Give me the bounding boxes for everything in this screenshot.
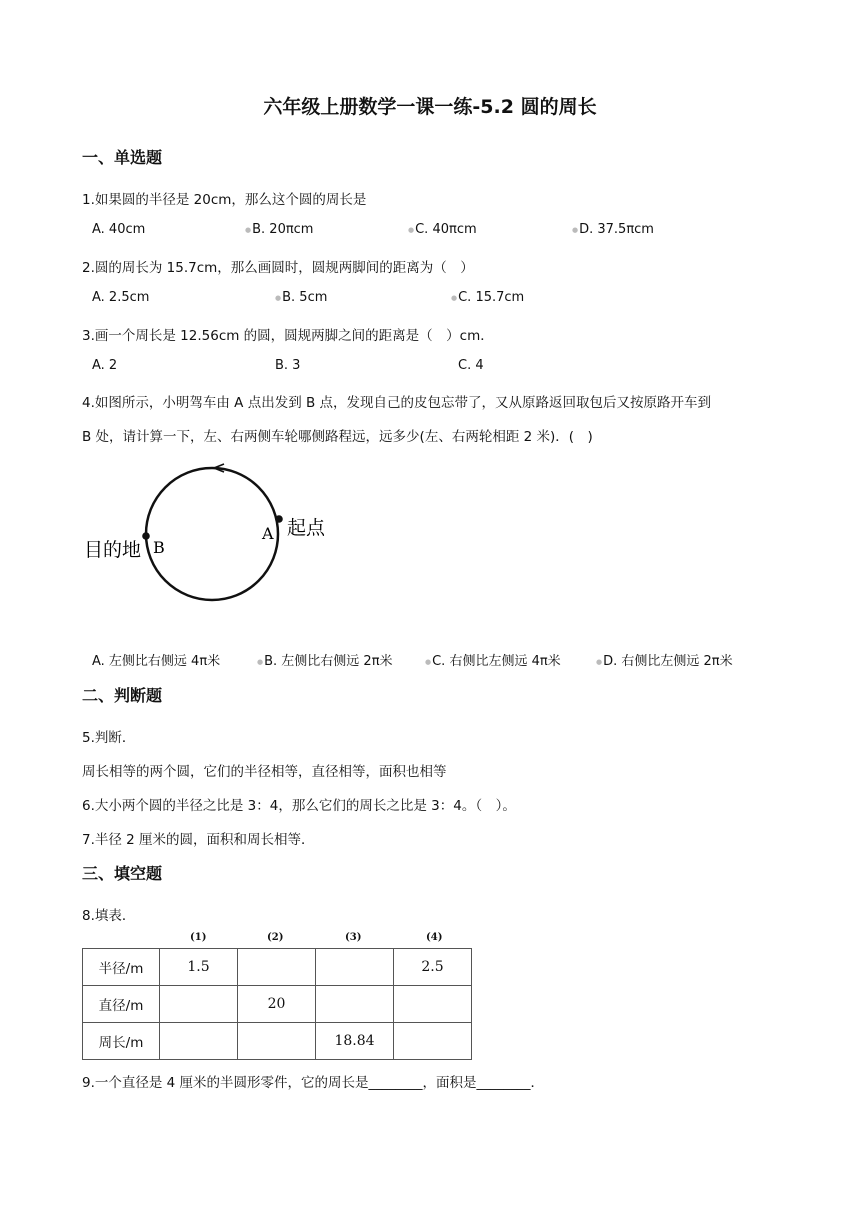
question-4-line-2: B 处，请计算一下，左、右两侧车轮哪侧路程远，远多少(左、右两轮相距 2 米)．( ) xyxy=(82,429,593,445)
destination-label: 目的地 xyxy=(84,539,142,561)
question-8: 8.填表． xyxy=(82,908,136,924)
table-column-number: (3) xyxy=(345,932,362,943)
table-cell[interactable]: 1.5 xyxy=(160,949,238,986)
q1-option-c-label: C. 40πcm xyxy=(415,222,477,237)
bullet-dot-icon: ● xyxy=(425,657,432,666)
q1-option-a[interactable] xyxy=(92,222,145,237)
question-6: 6.大小两个圆的半径之比是 3：4，那么它们的周长之比是 3：4。（ ）。 xyxy=(82,798,516,814)
point-b-label: B xyxy=(153,538,165,557)
q4-option-d[interactable] xyxy=(596,650,733,669)
bullet-dot-icon: ● xyxy=(572,225,579,234)
table-cell[interactable] xyxy=(160,1023,238,1060)
row-header-radius: 半径/m xyxy=(83,949,160,986)
q2-option-b-label: B. 5cm xyxy=(282,290,328,305)
q3-option-c-label: C. 4 xyxy=(458,358,484,373)
point-b-dot xyxy=(142,532,150,540)
question-1: 1.如果圆的半径是 20cm，那么这个圆的周长是 xyxy=(82,192,367,208)
q4-option-a-label: A. 左侧比右侧远 4π米 xyxy=(92,654,221,669)
table-cell[interactable] xyxy=(238,1023,316,1060)
fill-in-table xyxy=(82,948,472,1060)
bullet-dot-icon: ● xyxy=(408,225,415,234)
q1-option-d-label: D. 37.5πcm xyxy=(579,222,654,237)
table-cell[interactable]: 20 xyxy=(238,986,316,1023)
circle-route-figure xyxy=(82,452,342,612)
bullet-dot-icon: ● xyxy=(257,657,264,666)
table-row xyxy=(83,986,472,1023)
row-header-circumference: 周长/m xyxy=(83,1023,160,1060)
question-5: 5.判断． xyxy=(82,730,136,746)
question-3: 3.画一个周长是 12.56cm 的圆，圆规两脚之间的距离是（ ）cm． xyxy=(82,328,494,344)
table-cell[interactable] xyxy=(316,949,394,986)
question-5-statement: 周长相等的两个圆，它们的半径相等，直径相等，面积也相等 xyxy=(82,764,447,780)
q3-option-a[interactable] xyxy=(92,358,117,373)
q2-option-a[interactable] xyxy=(92,290,149,305)
q1-option-b[interactable] xyxy=(245,222,313,237)
bullet-dot-icon: ● xyxy=(451,293,458,302)
q2-option-a-label: A. 2.5cm xyxy=(92,290,150,305)
q1-option-c[interactable] xyxy=(408,222,477,237)
point-a-label: A xyxy=(262,524,274,543)
page-title: 六年级上册数学一课一练-5.2 圆的周长 xyxy=(263,96,597,118)
q4-option-b[interactable] xyxy=(257,650,393,669)
table-row xyxy=(83,1023,472,1060)
table-cell[interactable] xyxy=(394,1023,472,1060)
table-cell[interactable] xyxy=(238,949,316,986)
table-cell[interactable]: 2.5 xyxy=(394,949,472,986)
question-4-line-1: 4.如图所示，小明驾车由 A 点出发到 B 点，发现自己的皮包忘带了，又从原路返回取包后又按原路开车到 xyxy=(82,395,712,411)
bullet-dot-icon: ● xyxy=(275,293,282,302)
row-header-diameter: 直径/m xyxy=(83,986,160,1023)
q4-option-c-label: C. 右侧比左侧远 4π米 xyxy=(432,654,561,669)
question-2: 2.圆的周长为 15.7cm，那么画圆时，圆规两脚间的距离为（ ） xyxy=(82,260,474,276)
table-row xyxy=(83,949,472,986)
q4-option-c[interactable] xyxy=(425,650,561,669)
q2-option-c[interactable] xyxy=(451,290,524,305)
q1-option-d[interactable] xyxy=(572,222,654,237)
route-circle xyxy=(146,468,278,600)
table-cell[interactable] xyxy=(316,986,394,1023)
table-column-number: (1) xyxy=(190,932,207,943)
question-9: 9.一个直径是 4 厘米的半圆形零件，它的周长是________，面积是________． xyxy=(82,1075,545,1091)
section-heading-true-false: 二、判断题 xyxy=(82,686,163,705)
q3-option-b[interactable] xyxy=(275,358,300,373)
table-column-number: (2) xyxy=(267,932,284,943)
q3-option-b-label: B. 3 xyxy=(275,358,301,373)
q3-option-a-label: A. 2 xyxy=(92,358,118,373)
table-cell[interactable] xyxy=(160,986,238,1023)
q4-option-d-label: D. 右侧比左侧远 2π米 xyxy=(603,654,733,669)
table-cell[interactable]: 18.84 xyxy=(316,1023,394,1060)
section-heading-fill-blank: 三、填空题 xyxy=(82,864,163,883)
start-label: 起点 xyxy=(287,517,326,539)
q1-option-a-label: A. 40cm xyxy=(92,222,146,237)
bullet-dot-icon: ● xyxy=(596,657,603,666)
table-cell[interactable] xyxy=(394,986,472,1023)
section-heading-single-choice: 一、单选题 xyxy=(82,148,163,167)
q2-option-c-label: C. 15.7cm xyxy=(458,290,525,305)
q4-option-b-label: B. 左侧比右侧远 2π米 xyxy=(264,654,393,669)
point-a-dot xyxy=(275,515,283,523)
q1-option-b-label: B. 20πcm xyxy=(252,222,314,237)
q3-option-c[interactable] xyxy=(458,358,484,373)
table-column-number: (4) xyxy=(426,932,443,943)
question-7: 7.半径 2 厘米的圆，面积和周长相等． xyxy=(82,832,315,848)
q4-option-a[interactable] xyxy=(92,650,220,669)
q2-option-b[interactable] xyxy=(275,290,327,305)
bullet-dot-icon: ● xyxy=(245,225,252,234)
